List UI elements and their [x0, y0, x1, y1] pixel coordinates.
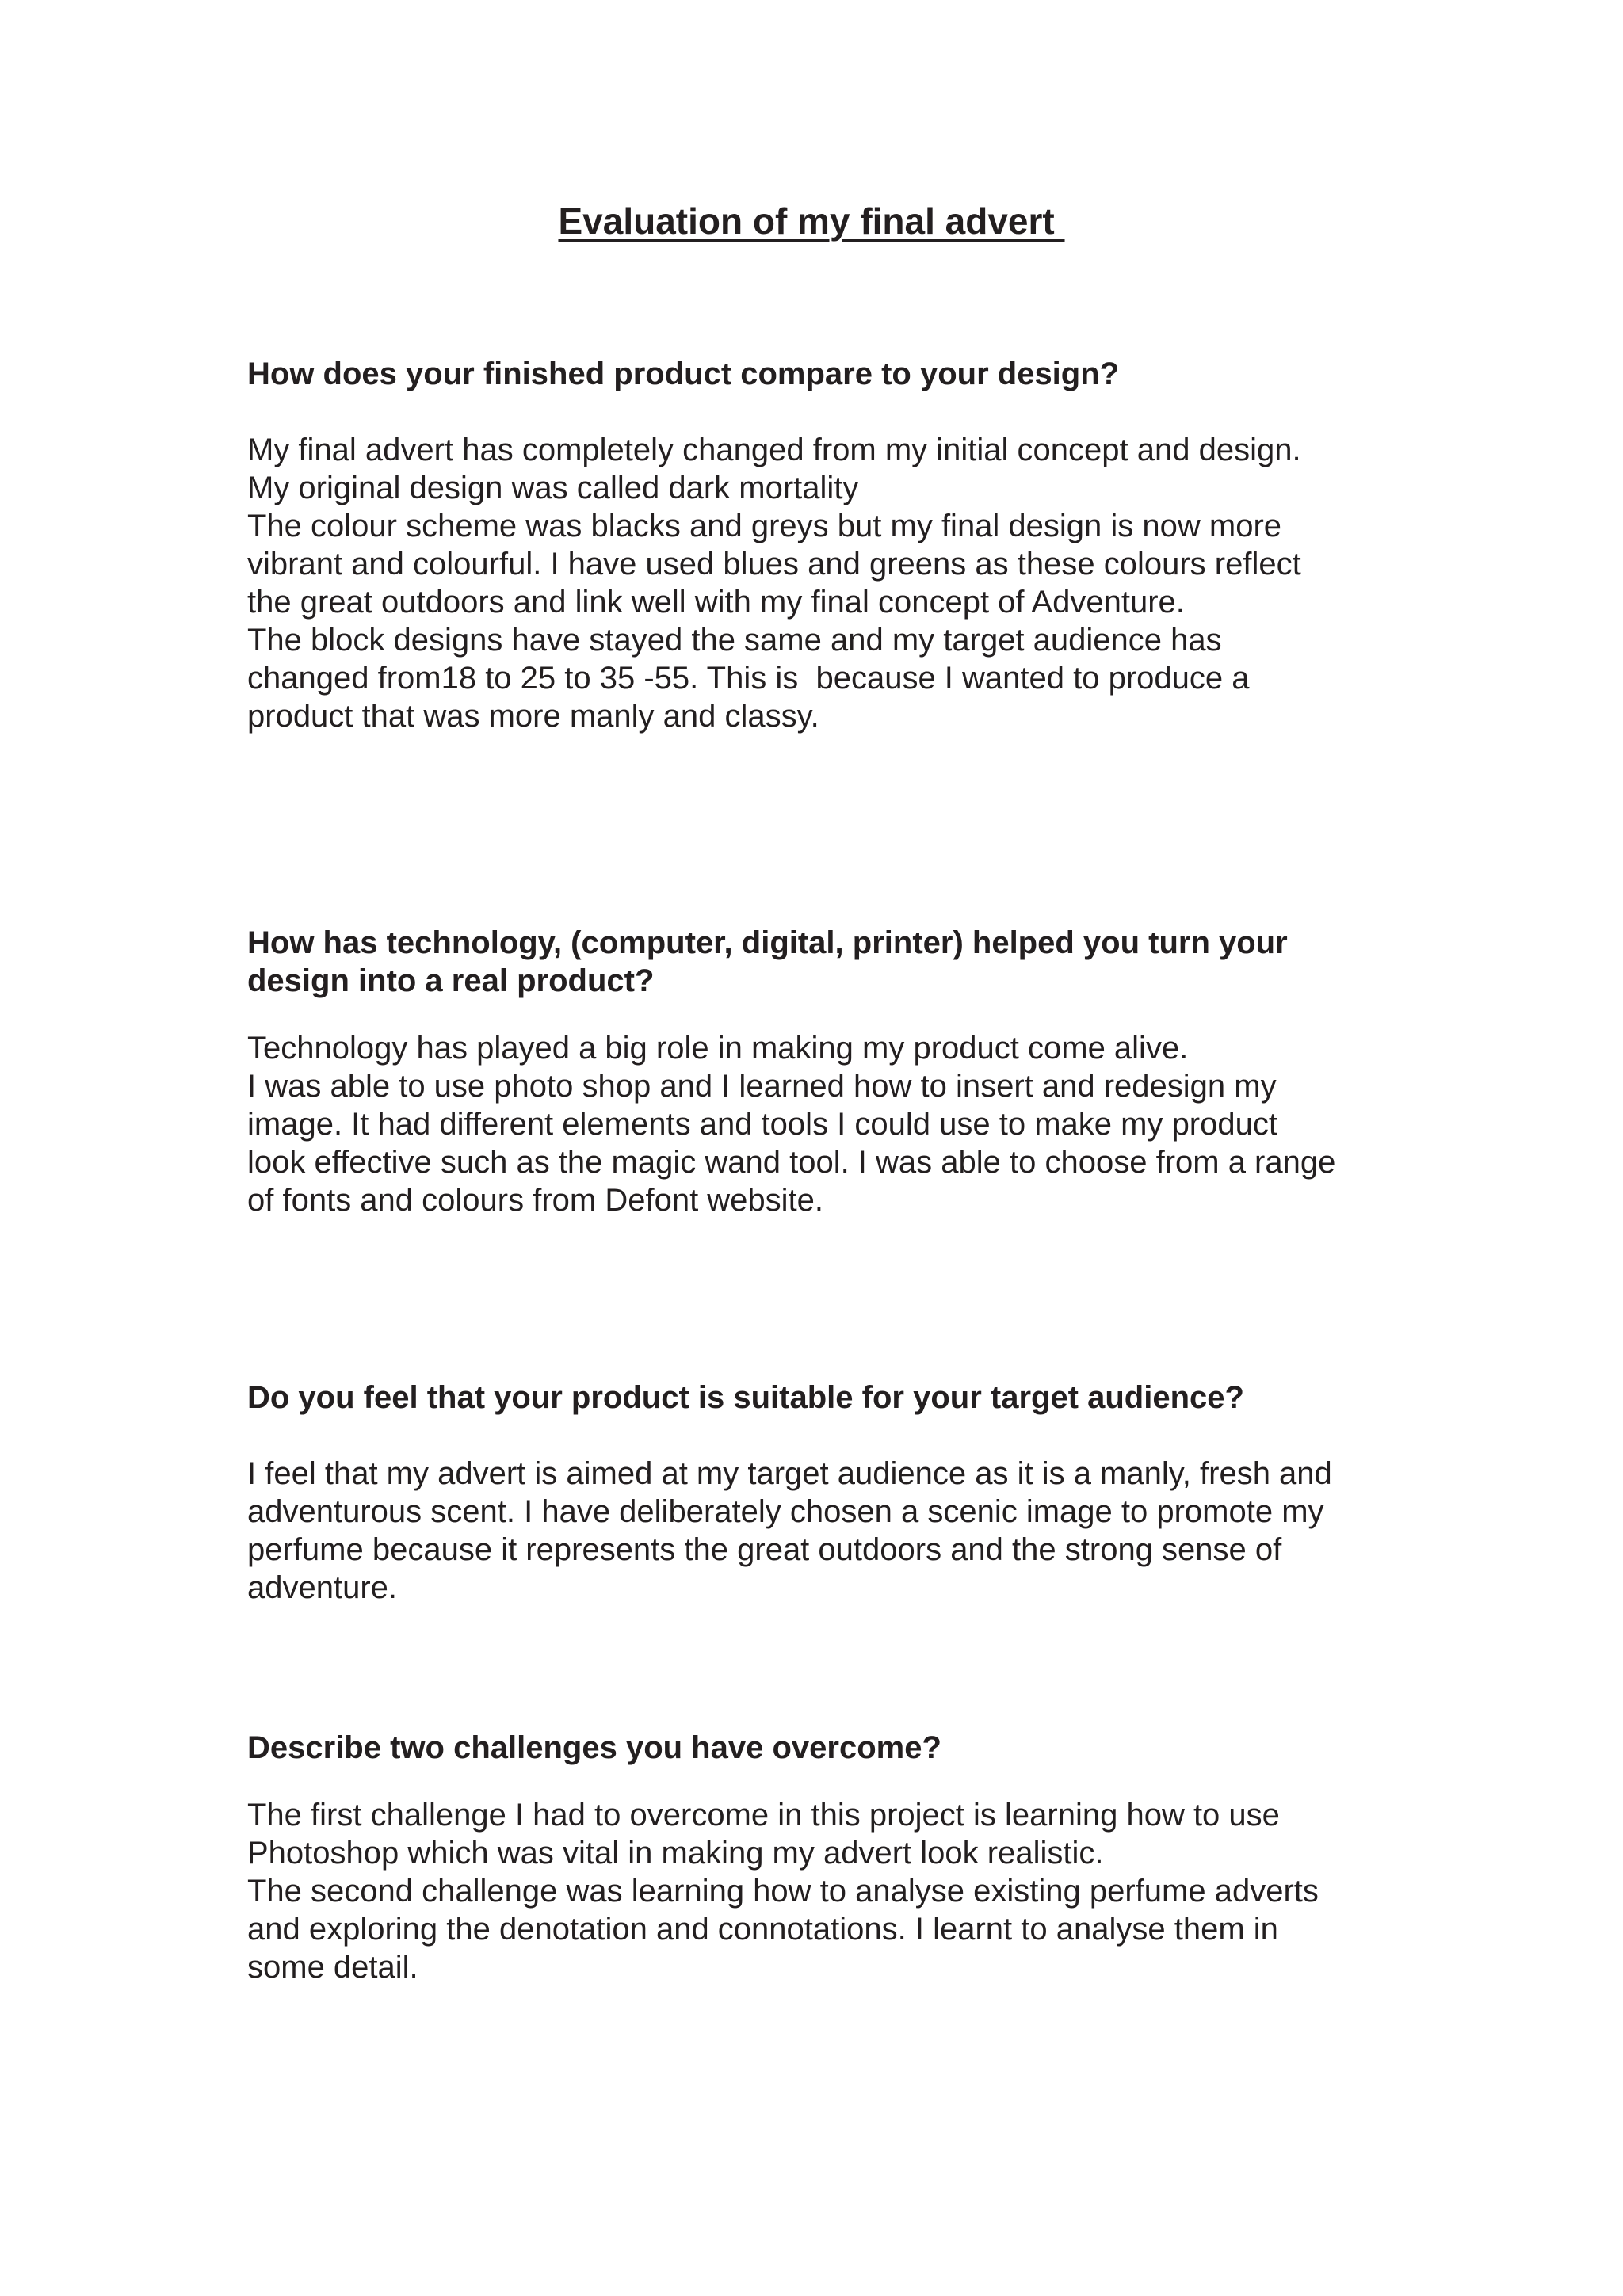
answer-line: My final advert has completely changed from my initial concept and design. [247, 433, 1301, 467]
answer-line: The block designs have stayed the same and my target audience has [247, 623, 1222, 658]
page-title: Evaluation of my final advert [558, 200, 1065, 242]
answer-line: adventurous scent. I have deliberately chosen a scenic image to promote my [247, 1494, 1324, 1529]
answer-line: perfume because it represents the great outdoors and the strong sense of [247, 1532, 1282, 1567]
answer-line: vibrant and colourful. I have used blues and greens as these colours reflect [247, 547, 1301, 582]
answer-paragraph [247, 1796, 1388, 1986]
answer-paragraph [247, 431, 1388, 735]
question-heading: How does your finished product compare to your design? [247, 357, 1120, 391]
answer-line: product that was more manly and classy. [247, 699, 819, 734]
answer-line: I feel that my advert is aimed at my target audience as it is a manly, fresh and [247, 1456, 1332, 1491]
question-line: design into a real product? [247, 963, 655, 998]
question-heading: Describe two challenges you have overcome? [247, 1730, 941, 1765]
answer-line: changed from18 to 25 to 35 -55. This is because I wanted to produce a [247, 661, 1250, 696]
section-product-comparison [247, 355, 1388, 735]
answer-line: and exploring the denotation and connotations. I learnt to analyse them in [247, 1912, 1278, 1947]
answer-line: Photoshop which was vital in making my advert look realistic. [247, 1836, 1104, 1871]
section-technology [247, 924, 1388, 1219]
answer-line: of fonts and colours from Defont website. [247, 1183, 824, 1218]
answer-line: adventure. [247, 1570, 398, 1605]
answer-line: look effective such as the magic wand tool. I was able to choose from a range [247, 1145, 1336, 1180]
answer-line: The colour scheme was blacks and greys but my final design is now more [247, 509, 1282, 543]
answer-paragraph [247, 1455, 1388, 1607]
answer-line: The second challenge was learning how to analyse existing perfume adverts [247, 1874, 1319, 1909]
section-target-audience [247, 1379, 1388, 1607]
question-heading: Do you feel that your product is suitable for your target audience? [247, 1380, 1244, 1415]
answer-line: image. It had different elements and tools I could use to make my product [247, 1107, 1277, 1142]
answer-line: Technology has played a big role in making my product come alive. [247, 1031, 1189, 1066]
answer-line: the great outdoors and link well with my final concept of Adventure. [247, 585, 1185, 620]
answer-paragraph [247, 1029, 1388, 1219]
section-challenges [247, 1729, 1388, 1986]
answer-line: The first challenge I had to overcome in this project is learning how to use [247, 1798, 1280, 1833]
answer-line: My original design was called dark mortality [247, 471, 859, 505]
question-heading [247, 924, 1388, 1000]
question-line: How has technology, (computer, digital, printer) helped you turn your [247, 925, 1288, 960]
answer-line: some detail. [247, 1950, 418, 1985]
answer-line: I was able to use photo shop and I learned how to insert and redesign my [247, 1069, 1277, 1104]
